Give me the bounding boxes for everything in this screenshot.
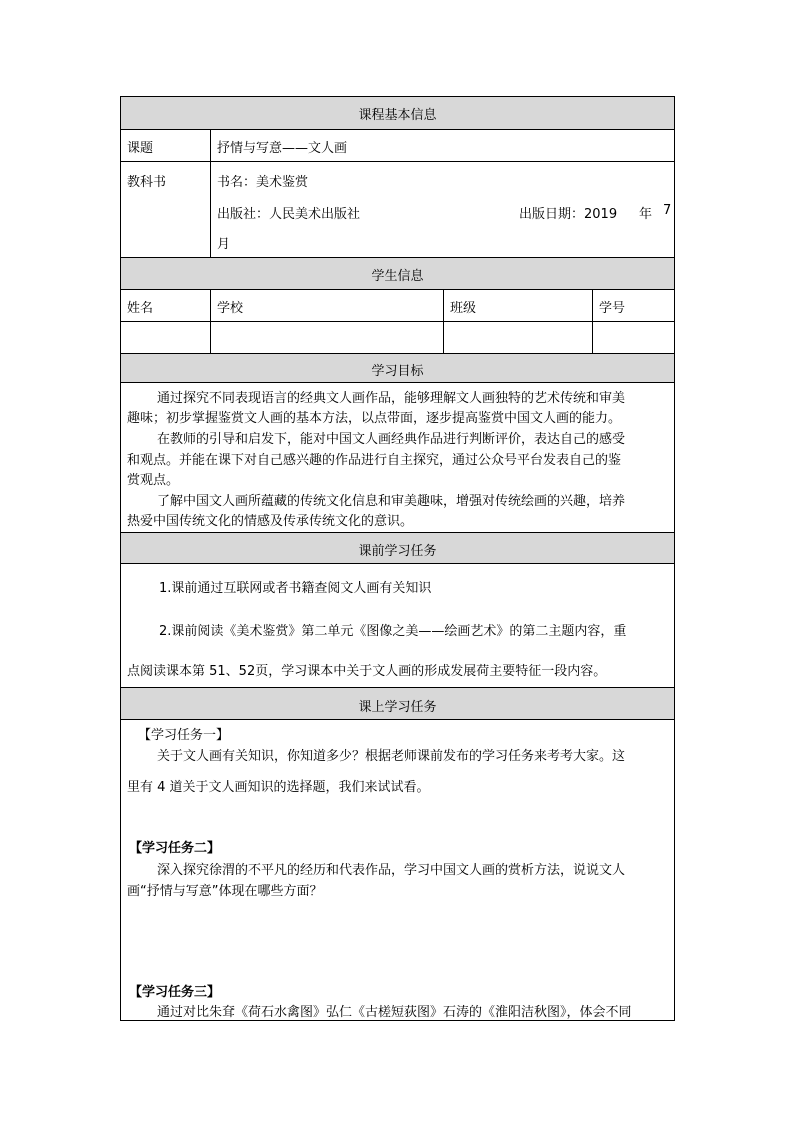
textbook-label: 教科书 xyxy=(127,175,167,190)
section-title: 课上学习任务 xyxy=(358,700,437,715)
book-name: 书名：美术鉴赏 xyxy=(217,175,309,190)
pub-month-unit: 月 xyxy=(217,237,231,252)
objective-line: 热爱中国传统文化的情感及传承传统文化的意识。 xyxy=(127,514,414,529)
objective-line: 和观点。并能在课下对自己感兴趣的作品进行自主探究，通过公众号平台发表自己的鉴 xyxy=(127,453,622,468)
textbook-value-cell xyxy=(210,162,674,257)
objective-line: 通过探究不同表现语言的经典文人画作品，能够理解文人画独特的艺术传统和审美 xyxy=(157,391,626,406)
class-label-cell xyxy=(443,290,593,321)
pub-date-label: 出版日期：2019 xyxy=(519,207,618,222)
id-value-cell[interactable] xyxy=(592,322,674,353)
task2-line: 画“抒情与写意”体现在哪些方面？ xyxy=(127,884,323,899)
section-title: 课程基本信息 xyxy=(358,108,437,123)
objective-line: 赏观点。 xyxy=(127,473,180,488)
topic-value: 抒情与写意——文人画 xyxy=(217,141,348,156)
school-label: 学校 xyxy=(217,301,244,316)
objective-line: 了解中国文人画所蕴藏的传统文化信息和审美趣味，增强对传统绘画的兴趣，培养 xyxy=(157,494,626,509)
section-title: 学习目标 xyxy=(371,364,424,379)
task2-line: 深入探究徐渭的不平凡的经历和代表作品，学习中国文人画的赏析方法，说说文人 xyxy=(157,863,626,878)
textbook-label-cell xyxy=(121,162,211,257)
class-tasks-body xyxy=(121,719,674,1020)
section-title: 课前学习任务 xyxy=(358,544,437,559)
objective-line: 趣味；初步掌握鉴赏文人画的基本方法，以点带面，逐步提高鉴赏中国文人画的能力。 xyxy=(127,411,622,426)
pre-task-line: 1.课前通过互联网或者书籍查阅文人画有关知识 xyxy=(159,581,432,596)
publisher: 出版社：人民美术出版社 xyxy=(217,207,361,222)
school-label-cell xyxy=(210,290,444,321)
pre-task-line: 点阅读课本第 51、52页，学习课本中关于文人画的形成发展荷主要特征一段内容。 xyxy=(127,664,607,679)
pre-task-line: 2.课前阅读《美术鉴赏》第二单元《图像之美——绘画艺术》的第二主题内容，重 xyxy=(159,624,627,639)
objective-line: 在教师的引导和启发下，能对中国文人画经典作品进行判断评价，表达自己的感受 xyxy=(157,432,626,447)
textbook-row xyxy=(121,161,674,257)
topic-label-cell xyxy=(121,130,211,161)
section-header-objectives xyxy=(121,353,674,382)
id-label: 学号 xyxy=(599,301,626,316)
name-value-cell[interactable] xyxy=(121,322,211,353)
topic-value-cell xyxy=(210,130,674,161)
pub-year-unit: 年 xyxy=(639,207,653,222)
pre-tasks-body xyxy=(121,563,674,687)
section-header-class-tasks xyxy=(121,687,674,719)
name-label-cell xyxy=(121,290,211,321)
task3-line: 通过对比朱耷《荷石水禽图》弘仁《古槎短荻图》石涛的《淮阳洁秋图》，体会不同 xyxy=(157,1005,632,1020)
course-info-table xyxy=(120,96,675,1021)
topic-row xyxy=(121,129,674,161)
class-label: 班级 xyxy=(450,301,477,316)
student-values-row xyxy=(121,321,674,353)
class-value-cell[interactable] xyxy=(443,322,593,353)
task1-line: 里有 4 道关于文人画知识的选择题，我们来试试看。 xyxy=(127,780,430,795)
name-label: 姓名 xyxy=(127,301,154,316)
school-value-cell[interactable] xyxy=(210,322,444,353)
objectives-body xyxy=(121,382,674,532)
task1-title: 【学习任务一】 xyxy=(138,728,230,743)
task2-title: 【学习任务二】 xyxy=(129,841,221,856)
section-header-student-info xyxy=(121,257,674,289)
section-header-pre-tasks xyxy=(121,532,674,563)
task3-title: 【学习任务三】 xyxy=(129,985,221,1000)
pub-month-num: 7 xyxy=(663,203,672,218)
section-header-basic-info xyxy=(121,97,674,129)
section-title: 学生信息 xyxy=(371,269,424,284)
topic-label: 课题 xyxy=(127,141,154,156)
student-labels-row xyxy=(121,289,674,321)
id-label-cell xyxy=(592,290,674,321)
task1-line: 关于文人画有关知识，你知道多少？根据老师课前发布的学习任务来考考大家。这 xyxy=(157,749,626,764)
